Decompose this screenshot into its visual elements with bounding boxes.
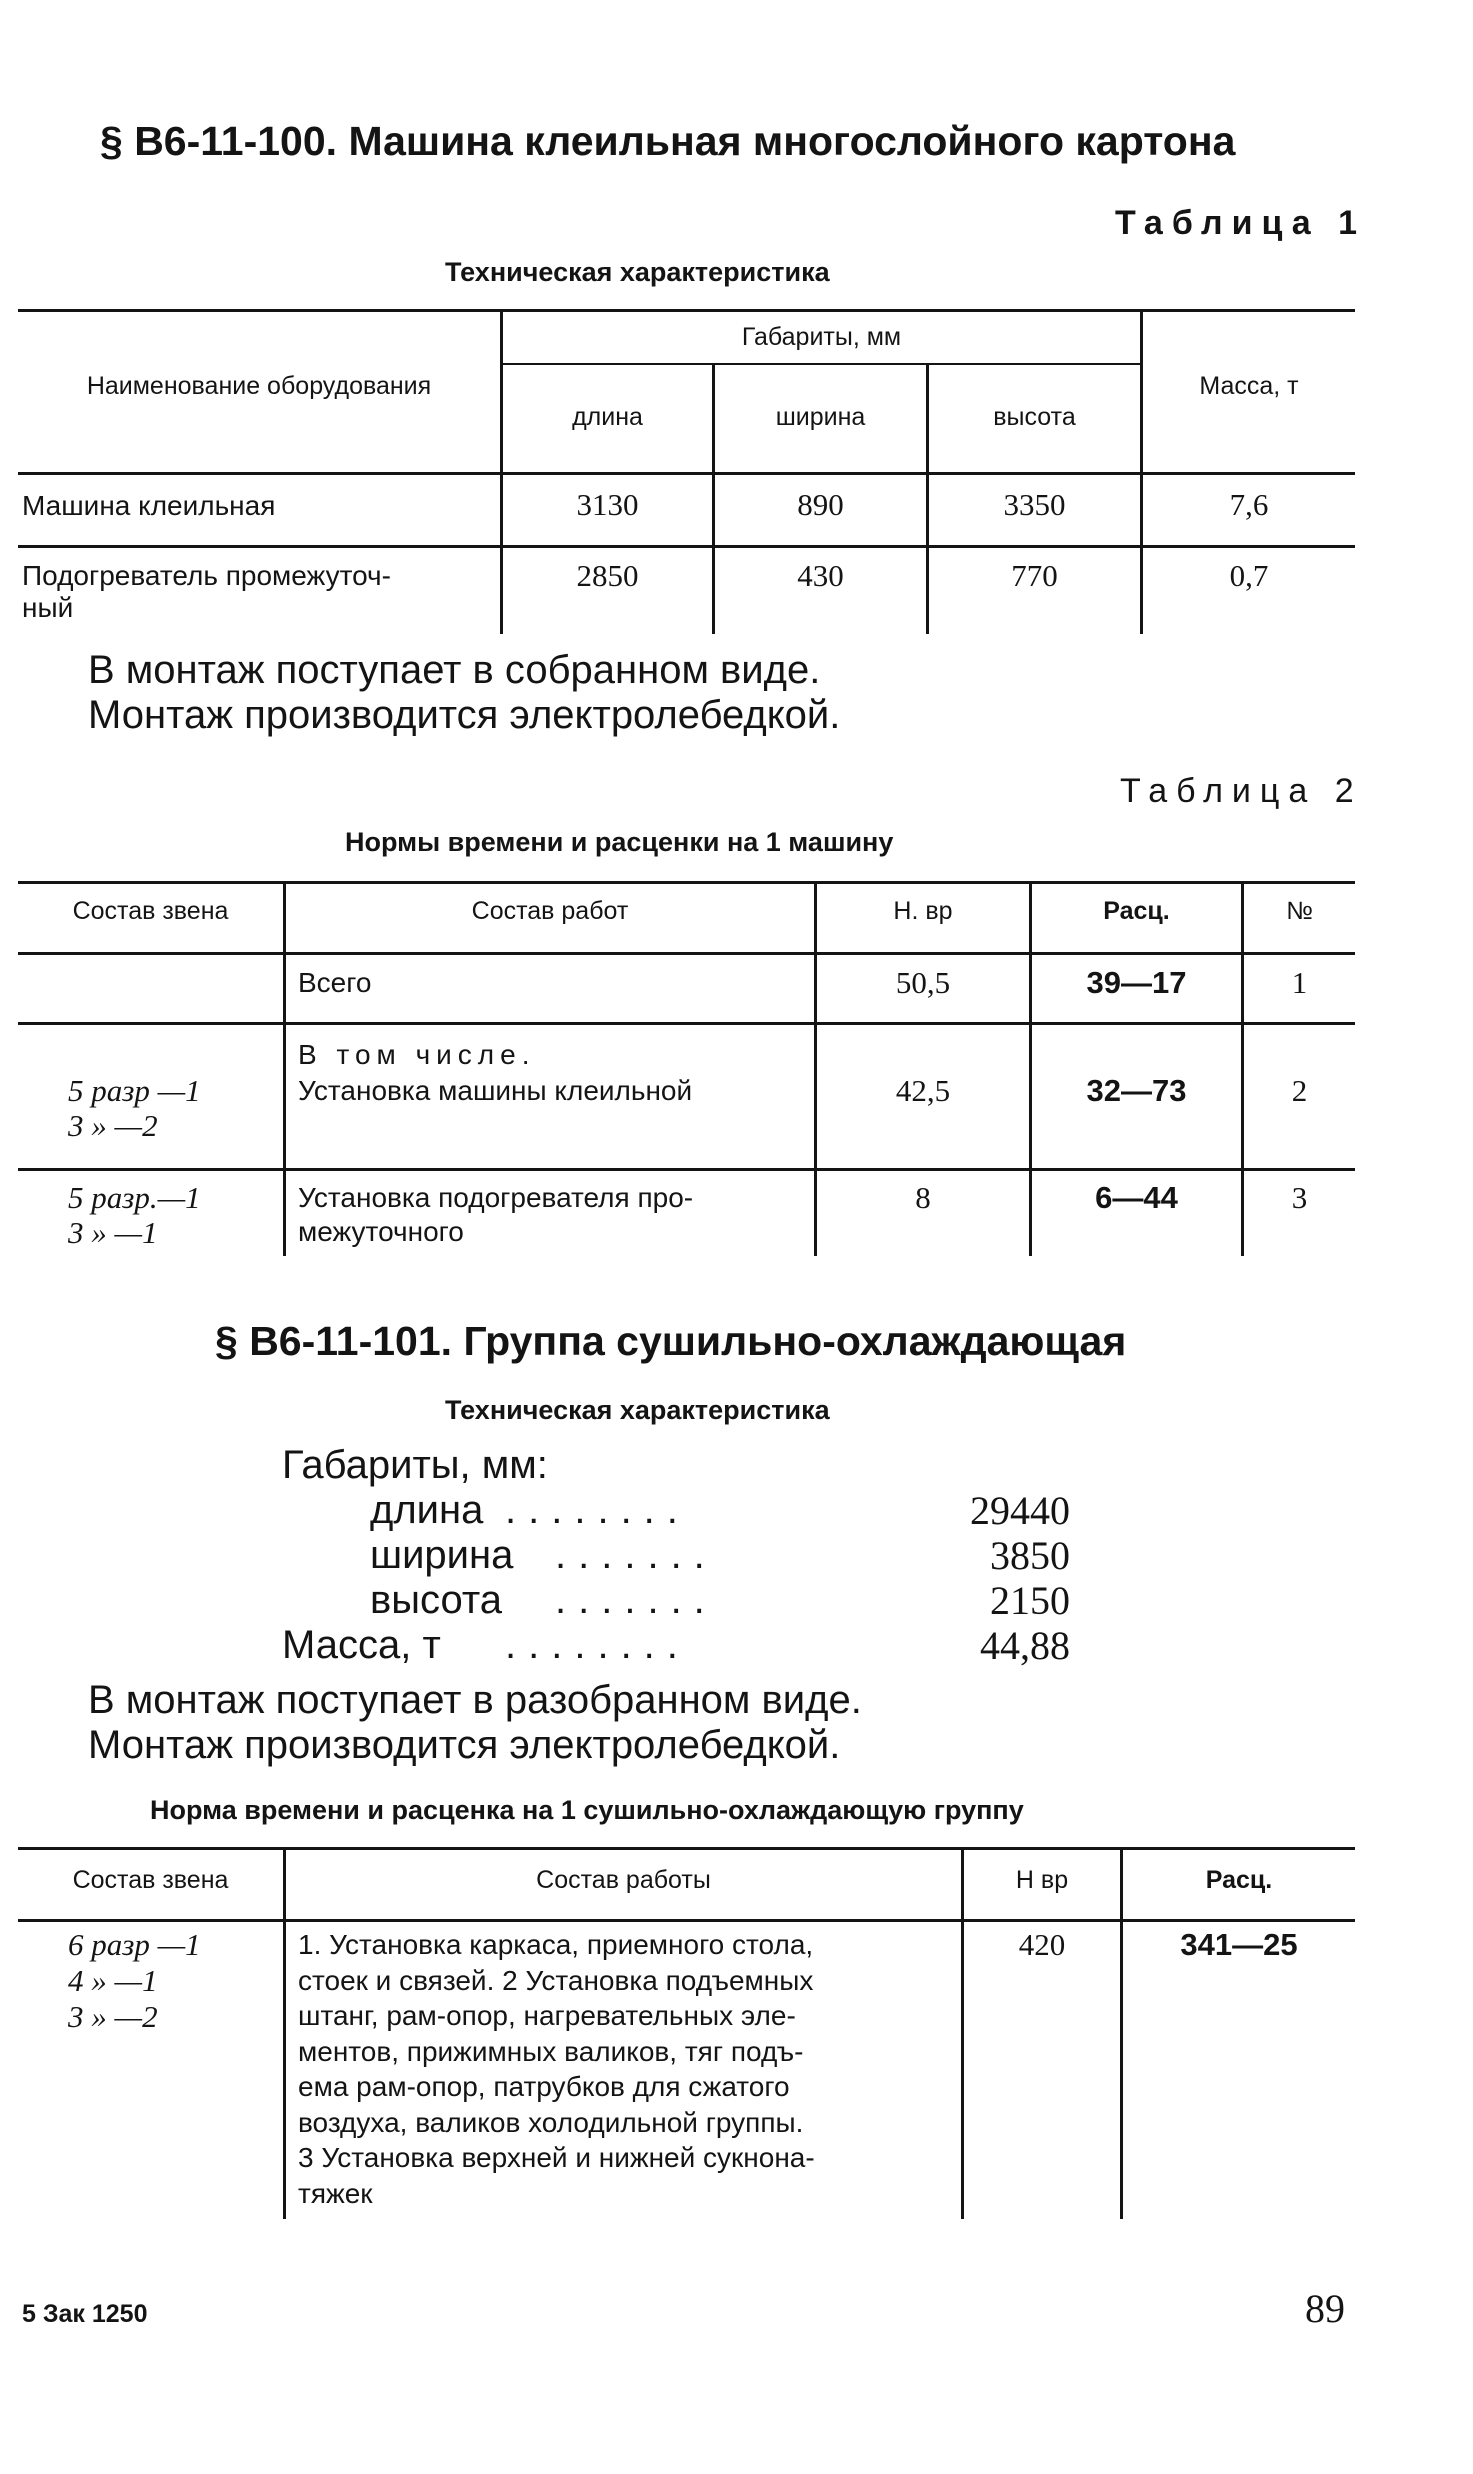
- spec-height-value: 2150: [990, 1578, 1070, 1623]
- table1-header-name: Наименование оборудования: [86, 372, 432, 400]
- table2-row2-crew-line1: 5 разр —1: [68, 1073, 201, 1108]
- table2-header-no: №: [1286, 897, 1313, 925]
- table2-row3-crew-line2: 3 » —1: [68, 1215, 158, 1250]
- table3-header-work: Состав работы: [536, 1866, 711, 1894]
- table3-work-line: стоек и связей. 2 Установка подъемных: [298, 1964, 814, 1996]
- table2-row1-hours: 50,5: [895, 965, 951, 1000]
- table2-row1-rate: 39—17: [1086, 965, 1187, 1000]
- note-winch-2: Монтаж производится электролебедкой.: [88, 1723, 841, 1767]
- spec-length-value: 29440: [970, 1488, 1070, 1533]
- table2-row3-rate: 6—44: [1095, 1180, 1178, 1215]
- table3-caption: Норма времени и расценка на 1 сушильно-охлаждающую группу: [150, 1795, 1024, 1825]
- table3-work-line: тяжек: [298, 2177, 373, 2209]
- table2-header-rate: Расц.: [1103, 897, 1170, 925]
- table3-work-line: 3 Установка верхней и нижней сукнона-: [298, 2142, 815, 2173]
- table1-header-width: ширина: [775, 403, 866, 431]
- table1-header-dimensions: Габариты, мм: [741, 323, 902, 351]
- table2-header-crew: Состав звена: [72, 897, 229, 925]
- table1-row2-mass: 0,7: [1229, 558, 1269, 593]
- table1-header-mass: Масса, т: [1199, 372, 1299, 400]
- table1-row2-height: 770: [1011, 558, 1058, 593]
- table1-row2-width: 430: [797, 558, 844, 593]
- spec-width-label: ширина: [370, 1533, 514, 1577]
- section-heading-b6-11-101: § В6-11-101. Группа сушильно-охлаждающая: [215, 1318, 1127, 1364]
- table2-row2-hours: 42,5: [895, 1073, 951, 1108]
- table2-row1-work: Всего: [298, 967, 372, 998]
- footer-order-number: 5 Зак 1250: [22, 2300, 148, 2328]
- table3-header-crew: Состав звена: [72, 1866, 229, 1894]
- table1-header-height: высота: [993, 403, 1076, 431]
- spec-height-label: высота: [370, 1578, 502, 1622]
- table3-work-line: ема рам-опор, патрубков для сжатого: [298, 2071, 790, 2102]
- table3-header-rate: Расц.: [1205, 1866, 1273, 1894]
- table2-header-work: Состав работ: [471, 897, 629, 925]
- table2-row2-no: 2: [1291, 1073, 1308, 1108]
- table1-row2-name-line1: Подогреватель промежуточ-: [22, 560, 391, 591]
- section-heading-b6-11-100: § В6-11-100. Машина клеильная многослойного картона: [100, 118, 1236, 164]
- table3-crew-line: 4 » —1: [68, 1963, 158, 1998]
- table2-row3-no: 3: [1291, 1180, 1308, 1215]
- table3-header-hours: Н вр: [1015, 1866, 1069, 1894]
- spec-mass-value: 44,88: [980, 1623, 1070, 1668]
- table2-row3-work-line1: Установка подогревателя про-: [298, 1182, 694, 1213]
- table2-row2-crew-line2: 3 » —2: [68, 1108, 158, 1143]
- table2-row2-work-line2: Установка машины клеильной: [298, 1075, 693, 1106]
- table2-row2-rate: 32—73: [1086, 1073, 1187, 1108]
- spec-mass-label: Масса, т: [282, 1623, 441, 1667]
- table3-rate: 341—25: [1180, 1927, 1298, 1962]
- section2-caption: Техническая характеристика: [445, 1395, 830, 1425]
- spec-height-leader: .......: [555, 1578, 717, 1622]
- note-winch: Монтаж производится электролебедкой.: [88, 693, 841, 737]
- table2-row3-hours: 8: [915, 1180, 931, 1215]
- table3-work-line: штанг, рам-опор, нагревательных эле-: [298, 2000, 796, 2031]
- table3-crew: [68, 1927, 201, 2035]
- table1-caption: Техническая характеристика: [445, 257, 830, 287]
- table1-row2-name-line2: ный: [22, 592, 74, 623]
- table2-caption: Нормы времени и расценки на 1 машину: [345, 827, 894, 857]
- table2-row3-work-line2: межуточного: [298, 1216, 464, 1247]
- table1-row1-name: Машина клеильная: [22, 490, 276, 521]
- table3-work-line: воздуха, валиков холодильной группы.: [298, 2106, 804, 2138]
- table3-crew-line: 6 разр —1: [68, 1927, 201, 1962]
- spec-mass-leader: ........: [505, 1623, 690, 1667]
- table3-crew-line: 3 » —2: [68, 1999, 158, 2034]
- table1-row1-height: 3350: [1003, 487, 1066, 522]
- spec-width-value: 3850: [990, 1533, 1070, 1578]
- spec-dims-label: Габариты, мм:: [282, 1443, 548, 1487]
- table2-number: Таблица 2: [1120, 772, 1363, 810]
- table3-work-line: ментов, прижимных валиков, тяг подъ-: [298, 2035, 804, 2067]
- table3-work: [298, 1927, 815, 2211]
- table2-row1-no: 1: [1291, 965, 1308, 1000]
- table1-row1-width: 890: [797, 487, 844, 522]
- table1-row2-length: 2850: [576, 558, 639, 593]
- table1-number: Таблица 1: [1115, 204, 1367, 242]
- table1-row1-mass: 7,6: [1229, 487, 1269, 522]
- table3-work-line: 1. Установка каркаса, приемного стола,: [298, 1929, 814, 1960]
- table2-row3-crew-line1: 5 разр.—1: [68, 1180, 201, 1215]
- spec-length-leader: ........: [505, 1488, 690, 1532]
- spec-width-leader: .......: [555, 1533, 717, 1577]
- note-disassembled: В монтаж поступает в разобранном виде.: [88, 1678, 862, 1722]
- table1-header-length: длина: [572, 403, 643, 431]
- page-number: 89: [1305, 2286, 1345, 2331]
- table1-row1-length: 3130: [576, 487, 639, 522]
- table2-header-hours: Н. вр: [893, 897, 953, 925]
- table3-hours: 420: [1018, 1927, 1066, 1962]
- table2-row2-work-line1: В том числе.: [298, 1039, 536, 1070]
- note-assembled: В монтаж поступает в собранном виде.: [88, 648, 821, 692]
- spec-length-label: длина: [370, 1488, 484, 1532]
